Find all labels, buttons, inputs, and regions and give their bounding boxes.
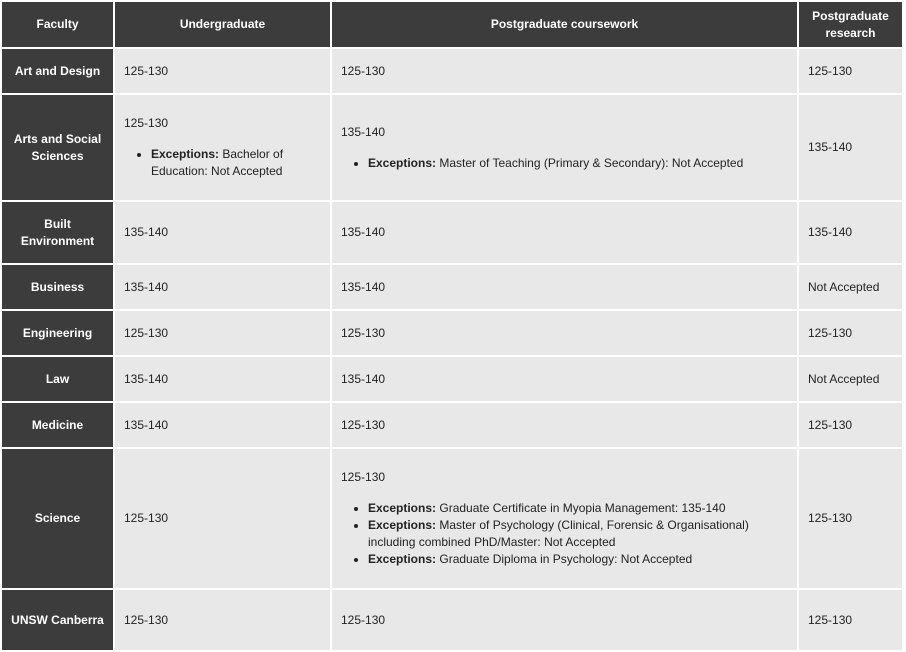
pg-coursework-score: 135-140 <box>332 202 797 263</box>
pg-research-score: Not Accepted <box>799 265 902 309</box>
pg-coursework-score: 135-140 <box>332 357 797 401</box>
table-row <box>2 449 902 588</box>
exception-item <box>368 517 788 551</box>
header-postgraduate-coursework: Postgraduate coursework <box>332 2 797 47</box>
exception-label: Exceptions: <box>151 147 220 161</box>
exception-item <box>368 155 788 172</box>
table-row <box>2 311 902 355</box>
pg-coursework-cell <box>332 95 797 200</box>
undergraduate-score: 135-140 <box>115 357 330 401</box>
table-row <box>2 95 902 200</box>
undergraduate-score: 125-130 <box>124 116 169 130</box>
exception-text: Master of Psychology (Clinical, Forensic & Organisational) including combined PhD/Master: Not Accepted <box>368 518 749 549</box>
table-row <box>2 49 902 93</box>
exceptions-list <box>341 500 788 568</box>
undergraduate-score: 135-140 <box>115 265 330 309</box>
exception-text: Bachelor of Education: Not Accepted <box>151 147 284 178</box>
table-row <box>2 590 902 650</box>
pg-research-score: 125-130 <box>799 311 902 355</box>
pg-coursework-score: 125-130 <box>332 49 797 93</box>
pg-coursework-score: 125-130 <box>332 403 797 447</box>
undergraduate-score: 135-140 <box>115 202 330 263</box>
faculty-name: Art and Design <box>2 49 113 93</box>
undergraduate-score: 135-140 <box>115 403 330 447</box>
pg-research-score: Not Accepted <box>799 357 902 401</box>
undergraduate-cell <box>115 95 330 200</box>
pg-research-score: 135-140 <box>799 95 902 200</box>
pg-research-score: 135-140 <box>799 202 902 263</box>
pg-research-score: 125-130 <box>799 449 902 588</box>
table-row <box>2 265 902 309</box>
exceptions-list <box>341 155 788 172</box>
table-row <box>2 202 902 263</box>
exception-label: Exceptions: <box>368 155 437 170</box>
table-row <box>2 357 902 401</box>
header-row <box>2 2 902 47</box>
exception-text: Graduate Certificate in Myopia Management: 135-140 <box>439 501 726 515</box>
pg-coursework-cell <box>332 449 797 588</box>
faculty-name: Arts and Social Sciences <box>2 95 113 200</box>
undergraduate-score: 125-130 <box>115 449 330 588</box>
pg-research-score: 125-130 <box>799 590 902 650</box>
exception-label: Exceptions: <box>368 518 437 532</box>
undergraduate-score: 125-130 <box>115 311 330 355</box>
pg-coursework-score: 135-140 <box>341 124 386 139</box>
faculty-name: Business <box>2 265 113 309</box>
undergraduate-score: 125-130 <box>115 590 330 650</box>
header-faculty: Faculty <box>2 2 113 47</box>
exception-label: Exceptions: <box>368 501 437 515</box>
exception-text: Master of Teaching (Primary & Secondary): Not Accepted <box>439 155 744 170</box>
exception-item <box>151 146 321 180</box>
pg-research-score: 125-130 <box>799 49 902 93</box>
faculty-name: Medicine <box>2 403 113 447</box>
exception-item <box>368 500 788 517</box>
pg-coursework-score: 135-140 <box>332 265 797 309</box>
faculty-name: UNSW Canberra <box>2 590 113 650</box>
faculty-name: Law <box>2 357 113 401</box>
pg-coursework-score: 125-130 <box>332 311 797 355</box>
faculty-name: Engineering <box>2 311 113 355</box>
exception-label: Exceptions: <box>368 552 437 566</box>
pg-coursework-score: 125-130 <box>341 470 386 484</box>
table-row <box>2 403 902 447</box>
header-postgraduate-research: Postgraduate research <box>799 2 902 47</box>
header-undergraduate: Undergraduate <box>115 2 330 47</box>
faculty-name: Science <box>2 449 113 588</box>
faculty-name: Built Environment <box>2 202 113 263</box>
exceptions-list <box>124 146 321 180</box>
pg-coursework-score: 125-130 <box>332 590 797 650</box>
undergraduate-score: 125-130 <box>115 49 330 93</box>
exception-item <box>368 551 788 568</box>
exception-text: Graduate Diploma in Psychology: Not Accepted <box>439 552 693 566</box>
pg-research-score: 125-130 <box>799 403 902 447</box>
